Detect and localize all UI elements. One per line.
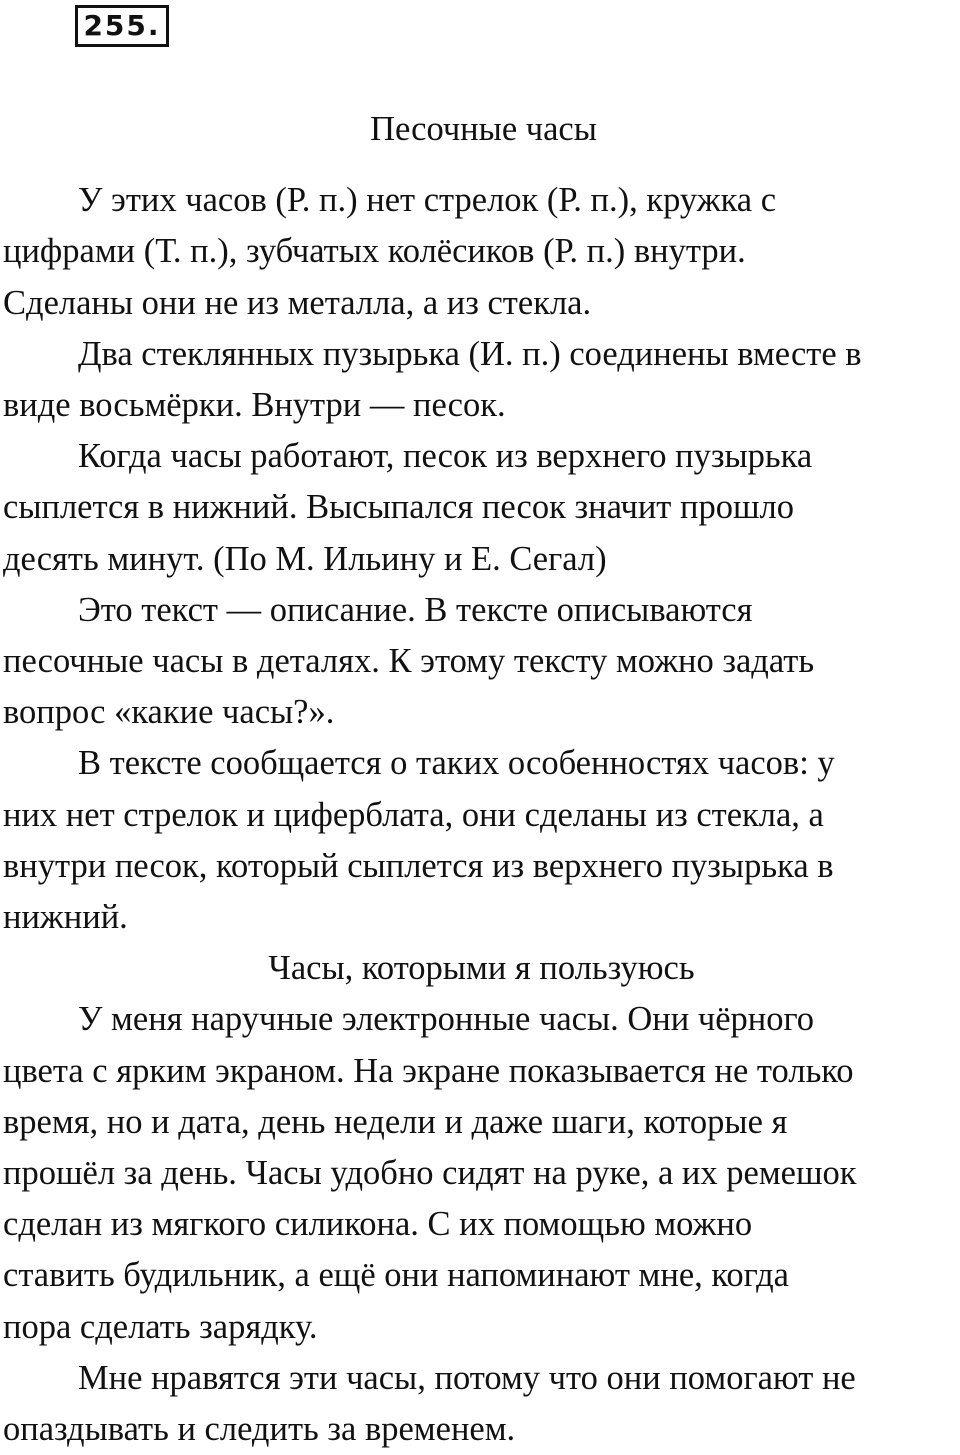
paragraph	[3, 431, 960, 585]
paragraph	[3, 1353, 960, 1455]
text-line: Два стеклянных пузырька (И. п.) соединены вместе в	[78, 334, 862, 373]
document-body	[3, 104, 960, 1455]
text-line: Когда часы работают, песок из верхнего пузырька	[78, 437, 813, 476]
text-line: Сделаны они не из металла, а из стекла.	[3, 283, 592, 322]
text-line: цвета с ярким экраном. На экране показывается не только	[3, 1051, 854, 1090]
text-line: цифрами (Т. п.), зубчатых колёсиков (Р. п.) внутри.	[3, 232, 746, 271]
text-line: пора сделать зарядку.	[3, 1307, 318, 1346]
paragraph	[3, 738, 960, 943]
exercise-number: 255.	[75, 5, 169, 47]
text-line: прошёл за день. Часы удобно сидят на руке, а их ремешок	[3, 1154, 857, 1193]
text-line: Это текст — описание. В тексте описываются	[78, 590, 753, 629]
text-line: вопрос «какие часы?».	[3, 693, 335, 732]
text-line: Мне нравятся эти часы, потому что они помогают не	[78, 1358, 856, 1397]
text-title: Песочные часы	[370, 110, 597, 148]
text-line: время, но и дата, день недели и даже шаги, которые я	[3, 1102, 788, 1141]
text-line: них нет стрелок и циферблата, они сделаны из стекла, а	[3, 795, 824, 834]
paragraph	[3, 329, 960, 431]
text-line: сыплется в нижний. Высыпался песок значит прошло	[3, 488, 795, 527]
text-line: У меня наручные электронные часы. Они чёрного	[78, 1000, 815, 1039]
text-line: внутри песок, который сыплется из верхнего пузырька в	[3, 846, 834, 885]
title-spacer	[3, 155, 960, 175]
paragraph	[3, 585, 960, 739]
text-line: нижний.	[3, 898, 128, 937]
paragraph	[3, 175, 960, 329]
text-line: У этих часов (Р. п.) нет стрелок (Р. п.), кружка с	[78, 181, 777, 220]
text-line: В тексте сообщается о таких особенностях часов: у	[78, 744, 835, 783]
paragraph	[3, 994, 960, 1352]
section-subtitle: Часы, которыми я пользуюсь	[268, 949, 695, 988]
text-line: ставить будильник, а ещё они напоминают мне, когда	[3, 1256, 789, 1295]
text-line: виде восьмёрки. Внутри — песок.	[3, 386, 506, 425]
text-line: песочные часы в деталях. К этому тексту можно задать	[3, 642, 815, 681]
text-line: сделан из мягкого силикона. С их помощью можно	[3, 1205, 753, 1244]
text-line: десять минут. (По М. Ильину и Е. Сегал)	[3, 539, 607, 578]
text-line: опаздывать и следить за временем.	[3, 1410, 516, 1449]
